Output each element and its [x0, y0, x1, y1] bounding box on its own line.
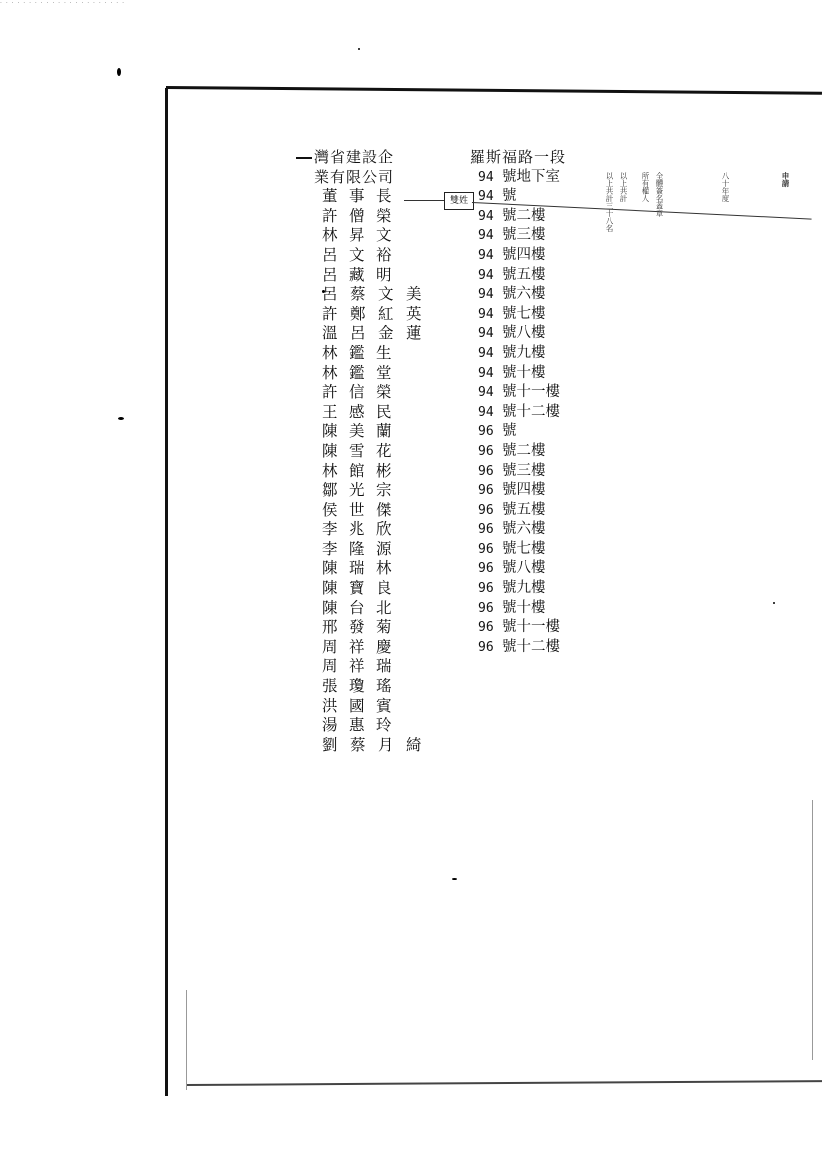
- owner-name-row: [296, 559, 426, 579]
- owner-name-row: [296, 501, 426, 521]
- owner-name-char: 信: [349, 383, 365, 402]
- owner-name-char: 世: [349, 500, 365, 519]
- address-floor: 號八樓: [502, 560, 546, 577]
- company-name-line-2: 業有限公司: [314, 167, 395, 186]
- owner-name-row: [296, 305, 426, 325]
- address-row: [470, 501, 600, 521]
- owner-name-char: 國: [349, 696, 365, 715]
- owner-name-char: 宗: [376, 481, 392, 500]
- owner-name-char: 北: [376, 598, 392, 617]
- owner-name-char: 蔡: [350, 285, 366, 304]
- address-row: [470, 559, 600, 579]
- address-row: [470, 364, 600, 384]
- owner-name-char: 英: [406, 304, 422, 323]
- owner-name-char: 堂: [376, 363, 392, 382]
- owner-name-char: 菊: [376, 618, 392, 637]
- owner-name-row: [296, 246, 426, 266]
- owner-name-row: [296, 520, 426, 540]
- owner-name-row: [296, 481, 426, 501]
- owner-name-char: 瑞: [349, 559, 365, 578]
- owner-name-row: [296, 540, 426, 560]
- owner-name-char: 侯: [322, 500, 338, 519]
- address-road-heading: 羅斯福路一段: [470, 148, 567, 166]
- address-row: [470, 285, 600, 305]
- margin-annotation: 申請: [781, 172, 790, 187]
- address-row: [470, 481, 600, 501]
- owner-name-char: 祥: [349, 657, 365, 676]
- frame-left-border: [165, 88, 168, 1096]
- owner-name-char: 林: [322, 461, 338, 480]
- owner-name-char: 隆: [349, 539, 365, 558]
- address-number: 96: [478, 463, 494, 479]
- frame-right-faint-edge: [812, 800, 813, 1060]
- owner-name-char: 鄭: [350, 304, 366, 323]
- owner-name-char: 湯: [322, 716, 338, 735]
- owner-name-row: [296, 638, 426, 658]
- owner-name-char: 事: [349, 187, 365, 206]
- owner-name-char: 許: [322, 304, 338, 323]
- address-number: 96: [478, 502, 494, 518]
- owner-name-char: 良: [376, 579, 392, 598]
- owner-name-char: 祥: [349, 637, 365, 656]
- owner-name-row: [296, 383, 426, 403]
- frame-bottom-border: [186, 1080, 822, 1086]
- owner-name-char: 文: [378, 285, 394, 304]
- address-row: [470, 207, 600, 227]
- address-floor: 號九樓: [502, 344, 546, 361]
- address-floor: 號: [502, 423, 517, 440]
- address-floor: 號八樓: [502, 325, 546, 342]
- owner-name-char: 蔡: [350, 735, 366, 754]
- owner-name-row: [296, 677, 426, 697]
- address-floor: 號: [502, 188, 517, 205]
- owner-name-char: 彬: [376, 461, 392, 480]
- owner-name-char: 許: [322, 383, 338, 402]
- address-number: 94: [478, 287, 494, 303]
- owner-name-row: [296, 344, 426, 364]
- owner-name-char: 洪: [322, 696, 338, 715]
- stamp-box: 雙姓: [444, 192, 474, 210]
- address-floor: 號七樓: [502, 540, 546, 557]
- company-name-line-1: [296, 148, 426, 168]
- owner-name-char: 美: [349, 422, 365, 441]
- address-row: [470, 618, 600, 638]
- address-number: 94: [478, 208, 494, 224]
- owner-name-row: [296, 697, 426, 717]
- address-number: 96: [478, 600, 494, 616]
- scan-edge-strip: · · · · · · · · · · · · · · · · · · · · · ·: [0, 0, 126, 7]
- names-column: [296, 148, 426, 755]
- address-number: 94: [478, 247, 494, 263]
- owner-name-char: 林: [322, 343, 338, 362]
- owner-name-char: 邢: [322, 618, 338, 637]
- owner-name-char: 綺: [406, 735, 422, 754]
- address-row: [470, 168, 600, 188]
- owner-name-char: 明: [376, 265, 392, 284]
- owner-name-char: 僧: [349, 206, 365, 225]
- owner-name-row: [296, 285, 426, 305]
- owner-name-row: [296, 187, 426, 207]
- owner-name-char: 林: [376, 559, 392, 578]
- address-row: [470, 344, 600, 364]
- address-number: 96: [478, 561, 494, 577]
- address-floor: 號三樓: [502, 462, 546, 479]
- margin-annotation: 全體簽名蓋章: [655, 172, 664, 217]
- address-number: 94: [478, 365, 494, 381]
- owner-name-row: [296, 207, 426, 227]
- owner-name-char: 發: [349, 618, 365, 637]
- address-number: 96: [478, 581, 494, 597]
- owner-name-char: 紅: [378, 304, 394, 323]
- owner-name-row: [296, 657, 426, 677]
- address-row: [470, 540, 600, 560]
- owner-name-char: 周: [322, 657, 338, 676]
- owner-name-char: 傑: [376, 500, 392, 519]
- address-number: 96: [478, 522, 494, 538]
- owner-name-row: [296, 266, 426, 286]
- owner-name-char: 王: [322, 402, 338, 421]
- address-floor: 號十樓: [502, 364, 546, 381]
- address-row: [470, 462, 600, 482]
- address-floor: 號五樓: [502, 266, 546, 283]
- owner-name-char: 林: [322, 363, 338, 382]
- owner-name-row: [296, 422, 426, 442]
- address-row: [470, 638, 600, 658]
- owner-name-char: 鄒: [322, 481, 338, 500]
- scan-speck: [117, 68, 121, 76]
- owner-name-char: 陳: [322, 441, 338, 460]
- owner-name-char: 李: [322, 539, 338, 558]
- owner-name-char: 鑑: [349, 343, 365, 362]
- owner-name-char: 惠: [349, 716, 365, 735]
- owner-name-char: 陳: [322, 579, 338, 598]
- owner-name-char: 兆: [349, 520, 365, 539]
- address-row: [470, 246, 600, 266]
- owner-name-char: 台: [349, 598, 365, 617]
- address-floor: 號十樓: [502, 599, 546, 616]
- address-row: [470, 403, 600, 423]
- scan-speck: [118, 417, 124, 420]
- address-floor: 號十二樓: [502, 403, 560, 420]
- address-floor: 號十二樓: [502, 638, 560, 655]
- owner-name-char: 館: [349, 461, 365, 480]
- owner-name-char: 金: [378, 324, 394, 343]
- address-row: [470, 599, 600, 619]
- owner-name-char: 呂: [322, 285, 338, 304]
- owner-name-char: 董: [322, 187, 338, 206]
- address-floor: 號二樓: [502, 207, 546, 224]
- owner-name-row: [296, 364, 426, 384]
- frame-top-border: [166, 86, 822, 95]
- address-number: 94: [478, 385, 494, 401]
- owner-name-char: 陳: [322, 598, 338, 617]
- owner-name-char: 周: [322, 637, 338, 656]
- address-floor: 號地下室: [502, 168, 560, 185]
- owner-name-row: [296, 226, 426, 246]
- owner-name-char: 劉: [322, 735, 338, 754]
- address-number: 94: [478, 189, 494, 205]
- address-row: [470, 226, 600, 246]
- margin-annotation: 以上共計三十八名: [605, 172, 614, 232]
- address-number: 94: [478, 267, 494, 283]
- owner-name-char: 慶: [376, 637, 392, 656]
- address-number: 96: [478, 541, 494, 557]
- address-number: 96: [478, 443, 494, 459]
- addresses-column: [470, 148, 600, 657]
- owner-name-char: 瓊: [349, 677, 365, 696]
- owner-name-char: 源: [376, 539, 392, 558]
- owner-name-char: 鑑: [349, 363, 365, 382]
- scan-speck: [358, 48, 360, 50]
- address-row: [470, 187, 600, 207]
- address-floor: 號六樓: [502, 286, 546, 303]
- owner-name-row: [296, 403, 426, 423]
- owner-name-row: [296, 716, 426, 736]
- owner-name-char: 月: [378, 735, 394, 754]
- owner-name-row: [296, 442, 426, 462]
- owner-name-char: 呂: [350, 324, 366, 343]
- address-number: 94: [478, 169, 494, 185]
- address-floor: 號十一樓: [502, 619, 560, 636]
- owner-name-row: [296, 618, 426, 638]
- address-row: [470, 324, 600, 344]
- address-row: [470, 579, 600, 599]
- owner-name-char: 寶: [349, 579, 365, 598]
- address-floor: 號六樓: [502, 521, 546, 538]
- owner-name-char: 雪: [349, 441, 365, 460]
- owner-name-row: [296, 599, 426, 619]
- margin-annotation: 所有權人: [641, 172, 650, 202]
- owner-name-char: 榮: [376, 383, 392, 402]
- owner-name-row: [296, 736, 426, 756]
- address-row: [470, 442, 600, 462]
- address-row: [470, 383, 600, 403]
- owner-name-char: 感: [349, 402, 365, 421]
- owner-name-char: 民: [376, 402, 392, 421]
- address-number: 94: [478, 306, 494, 322]
- address-floor: 號四樓: [502, 246, 546, 263]
- address-number: 94: [478, 345, 494, 361]
- owner-name-char: 美: [406, 285, 422, 304]
- address-floor: 號九樓: [502, 580, 546, 597]
- owner-name-char: 藏: [349, 265, 365, 284]
- owner-name-char: 瑞: [376, 657, 392, 676]
- owner-name-char: 昇: [349, 226, 365, 245]
- address-number: 96: [478, 424, 494, 440]
- owner-name-char: 張: [322, 677, 338, 696]
- owner-name-char: 光: [349, 481, 365, 500]
- owner-name-char: 花: [376, 441, 392, 460]
- owner-name-char: 蓮: [406, 324, 422, 343]
- owner-name-char: 陳: [322, 422, 338, 441]
- address-row: [470, 266, 600, 286]
- owner-name-row: [296, 324, 426, 344]
- margin-annotation: 八十年度: [721, 172, 730, 202]
- scan-speck: [452, 878, 457, 880]
- address-floor: 號七樓: [502, 305, 546, 322]
- address-row: [470, 422, 600, 442]
- owner-name-char: 賓: [376, 696, 392, 715]
- owner-name-row: [296, 462, 426, 482]
- owner-name-char: 文: [376, 226, 392, 245]
- address-number: 94: [478, 228, 494, 244]
- owner-name-char: 玲: [376, 716, 392, 735]
- frame-left-faint-edge: [186, 990, 187, 1090]
- owner-name-char: 林: [322, 226, 338, 245]
- address-number: 96: [478, 620, 494, 636]
- owner-name-char: 呂: [322, 265, 338, 284]
- address-number: 96: [478, 639, 494, 655]
- owner-name-char: 瑤: [376, 677, 392, 696]
- company-name-text: 灣省建設企: [314, 148, 395, 166]
- owner-name-char: 許: [322, 206, 338, 225]
- scan-speck: [773, 602, 775, 604]
- owner-name-char: 長: [376, 187, 392, 206]
- owner-name-char: 呂: [322, 245, 338, 264]
- margin-annotation: 以上共計: [619, 172, 628, 202]
- owner-name-char: 蘭: [376, 422, 392, 441]
- owner-name-char: 生: [376, 343, 392, 362]
- address-floor: 號三樓: [502, 227, 546, 244]
- address-row: [470, 520, 600, 540]
- address-floor: 號十一樓: [502, 384, 560, 401]
- address-number: 94: [478, 326, 494, 342]
- address-number: 94: [478, 404, 494, 420]
- owner-name-char: 欣: [376, 520, 392, 539]
- address-number: 96: [478, 483, 494, 499]
- owner-name-char: 溫: [322, 324, 338, 343]
- owner-name-row: [296, 579, 426, 599]
- address-row: [470, 305, 600, 325]
- owner-name-char: 榮: [376, 206, 392, 225]
- address-floor: 號二樓: [502, 442, 546, 459]
- address-floor: 號四樓: [502, 482, 546, 499]
- owner-name-char: 李: [322, 520, 338, 539]
- dash-mark: [296, 157, 312, 159]
- owner-name-char: 文: [349, 245, 365, 264]
- owner-name-char: 裕: [376, 245, 392, 264]
- owner-name-char: 陳: [322, 559, 338, 578]
- address-floor: 號五樓: [502, 501, 546, 518]
